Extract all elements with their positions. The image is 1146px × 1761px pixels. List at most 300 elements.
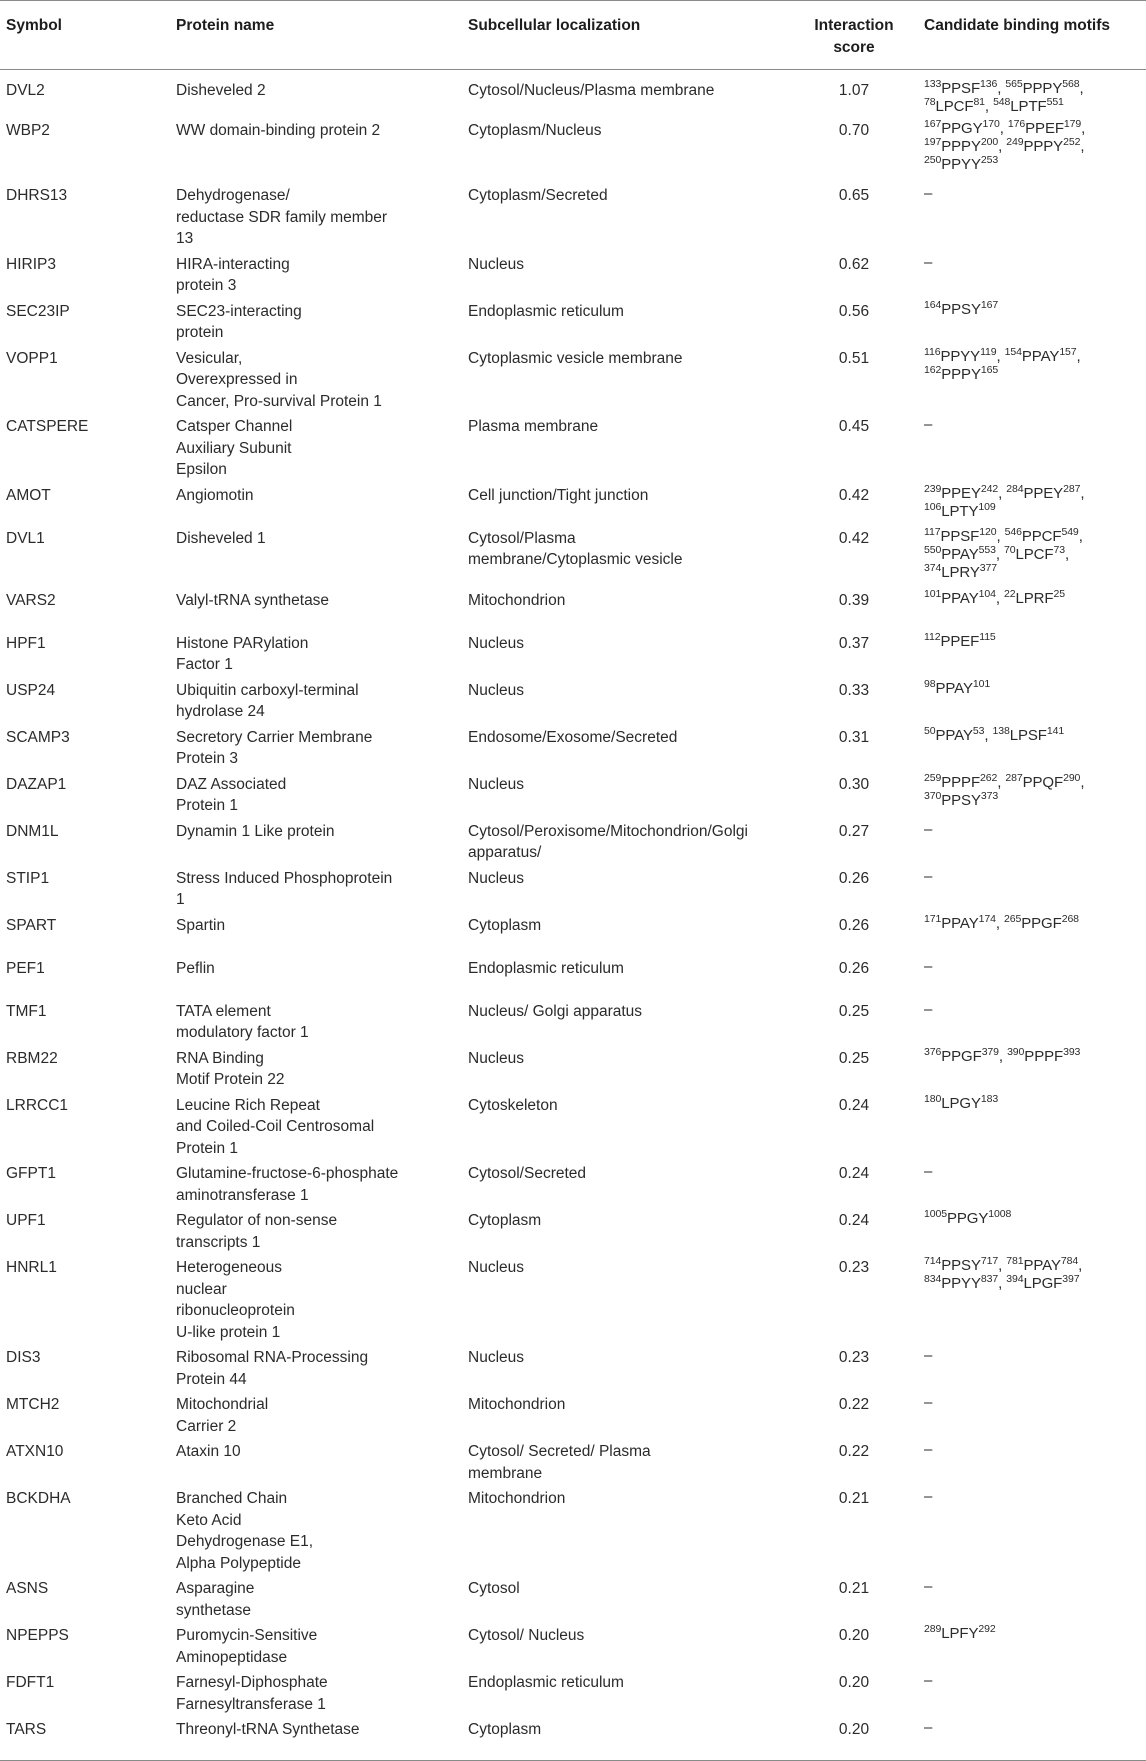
motif-start-position: 167 bbox=[924, 118, 942, 130]
binding-motif bbox=[924, 1275, 998, 1292]
protein-name-line: Protein 44 bbox=[176, 1370, 247, 1388]
protein-name-line: Stress Induced Phosphoprotein bbox=[176, 869, 393, 887]
motif-sequence: PPGY bbox=[941, 120, 983, 137]
motif-end-position: 119 bbox=[980, 345, 997, 358]
cell-localization bbox=[462, 299, 790, 346]
cell-protein-name bbox=[170, 631, 462, 678]
protein-name-line: Alpha Polypeptide bbox=[176, 1554, 301, 1572]
cell-localization bbox=[462, 252, 790, 299]
localization-line: apparatus/ bbox=[468, 844, 542, 861]
protein-name-line: protein 3 bbox=[176, 277, 237, 294]
motif-end-position: 717 bbox=[980, 1255, 999, 1267]
table-row bbox=[0, 772, 1146, 819]
no-motif-dash: – bbox=[924, 820, 933, 838]
localization-line: Nucleus/ Golgi apparatus bbox=[468, 1002, 643, 1020]
motif-end-position: 200 bbox=[980, 136, 999, 148]
motif-end-position: 252 bbox=[1063, 136, 1081, 148]
cell-interaction-score: 0.22 bbox=[838, 1396, 870, 1413]
cell-symbol: DHRS13 bbox=[6, 187, 68, 204]
motif-start-position: 546 bbox=[1004, 525, 1022, 538]
table-row bbox=[0, 1161, 1146, 1208]
motif-start-position: 98 bbox=[924, 677, 936, 690]
binding-motif bbox=[924, 677, 991, 697]
motif-sequence: PPSF bbox=[940, 527, 980, 545]
localization-line: Cytosol/Nucleus/Plasma membrane bbox=[468, 82, 715, 99]
protein-name-line: 1 bbox=[176, 891, 185, 908]
cell-binding-motifs: $^{50}$PPAY$^{53}$, $^{138}$LPSF$^{141}$ bbox=[924, 724, 1065, 744]
motif-sequence: PPGY bbox=[946, 1210, 989, 1227]
cell-localization bbox=[462, 526, 790, 588]
binding-motif bbox=[1004, 543, 1065, 563]
motif-sequence: LPRY bbox=[941, 563, 980, 581]
cell-protein-name bbox=[170, 183, 462, 252]
cell-protein-name bbox=[170, 725, 462, 772]
motif-sequence: PPPY bbox=[941, 365, 981, 383]
motif-sequence: PPPY bbox=[1023, 138, 1064, 155]
motif-end-position: 837 bbox=[980, 1273, 999, 1285]
cell-symbol: HPF1 bbox=[6, 634, 46, 652]
binding-motif bbox=[924, 1045, 999, 1065]
motif-sequence: PPAY bbox=[935, 679, 973, 697]
binding-motif bbox=[1006, 1275, 1079, 1292]
motif-sequence: PPAY bbox=[935, 726, 973, 744]
binding-motif bbox=[1006, 482, 1081, 502]
localization-line: membrane/Cytoplasmic vesicle bbox=[468, 551, 683, 568]
motif-start-position: 22 bbox=[1004, 587, 1016, 600]
table-row bbox=[0, 999, 1146, 1046]
table-row bbox=[0, 956, 1146, 999]
localization-line: Endosome/Exosome/Secreted bbox=[468, 728, 678, 746]
cell-localization bbox=[462, 678, 790, 725]
protein-name-line: Cancer, Pro-survival Protein 1 bbox=[176, 392, 382, 410]
binding-motif bbox=[924, 98, 985, 115]
cell-symbol: DIS3 bbox=[6, 1349, 41, 1366]
cell-protein-name bbox=[170, 1161, 462, 1208]
motif-end-position: 174 bbox=[978, 912, 996, 925]
cell-symbol: ATXN10 bbox=[6, 1443, 64, 1460]
no-motif-dash: – bbox=[924, 1394, 933, 1411]
header-interaction-score bbox=[790, 1, 918, 70]
localization-line: Cytoplasm bbox=[468, 1721, 542, 1738]
table-row bbox=[0, 678, 1146, 725]
motif-end-position: 377 bbox=[979, 561, 997, 574]
cell-symbol: BCKDHA bbox=[6, 1490, 71, 1507]
cell-binding-motifs bbox=[918, 299, 1146, 346]
cell-symbol: HNRL1 bbox=[6, 1259, 57, 1276]
table-body bbox=[0, 70, 1146, 1761]
protein-name-line: Vesicular, bbox=[176, 349, 243, 367]
cell-symbol: SEC23IP bbox=[6, 302, 70, 320]
motif-end-position: 553 bbox=[978, 543, 996, 556]
cell-binding-motifs bbox=[918, 1093, 1146, 1162]
cell-binding-motifs bbox=[918, 1576, 1146, 1623]
protein-name-line: Protein 1 bbox=[176, 797, 239, 814]
localization-line: Cytoplasm bbox=[468, 1212, 542, 1229]
motif-start-position: 565 bbox=[1005, 78, 1023, 90]
motif-start-position: 154 bbox=[1004, 345, 1022, 358]
motif-start-position: 390 bbox=[1007, 1045, 1025, 1058]
cell-binding-motifs bbox=[918, 1208, 1146, 1255]
protein-name-line: and Coiled-Coil Centrosomal bbox=[176, 1118, 375, 1135]
cell-protein-name bbox=[170, 1623, 462, 1670]
cell-localization bbox=[462, 1623, 790, 1670]
no-motif-dash: – bbox=[924, 1347, 933, 1364]
binding-motif bbox=[1004, 345, 1077, 365]
protein-name-line: U-like protein 1 bbox=[176, 1323, 281, 1341]
motif-end-position: 73 bbox=[1053, 543, 1065, 556]
cell-protein-name bbox=[170, 1576, 462, 1623]
protein-name-line: Ataxin 10 bbox=[176, 1443, 241, 1460]
motif-start-position: 133 bbox=[924, 78, 942, 90]
motif-end-position: 170 bbox=[982, 118, 1000, 130]
motif-sequence: PPGF bbox=[1021, 914, 1062, 932]
binding-motif bbox=[1005, 771, 1081, 791]
binding-motif bbox=[924, 500, 996, 520]
localization-line: Cytosol/Plasma bbox=[468, 529, 576, 547]
motif-start-position: 162 bbox=[924, 363, 942, 376]
localization-line: Nucleus bbox=[468, 681, 524, 699]
localization-line: Cytoplasm/Secreted bbox=[468, 187, 608, 204]
motif-start-position: 78 bbox=[924, 96, 936, 108]
cell-protein-name bbox=[170, 588, 462, 631]
motif-end-position: 379 bbox=[981, 1045, 999, 1058]
cell-interaction-score: 0.24 bbox=[838, 1165, 870, 1182]
motif-sequence: PPPF bbox=[1024, 1047, 1064, 1065]
cell-protein-name bbox=[170, 118, 462, 183]
motif-end-position: 287 bbox=[1063, 482, 1081, 495]
localization-line: Endoplasmic reticulum bbox=[468, 302, 624, 320]
motif-end-position: 290 bbox=[1063, 771, 1081, 784]
cell-protein-name bbox=[170, 772, 462, 819]
cell-protein-name bbox=[170, 1046, 462, 1093]
motif-end-position: 549 bbox=[1061, 525, 1079, 538]
cell-symbol: ASNS bbox=[6, 1580, 49, 1597]
motif-sequence: PPSY bbox=[941, 791, 981, 809]
cell-symbol: DAZAP1 bbox=[6, 775, 67, 793]
cell-symbol: SPART bbox=[6, 916, 57, 934]
cell-symbol: WBP2 bbox=[6, 122, 50, 139]
motif-start-position: 834 bbox=[924, 1273, 942, 1285]
table-row bbox=[0, 1576, 1146, 1623]
protein-name-line: Angiomotin bbox=[176, 486, 254, 504]
cell-localization bbox=[462, 588, 790, 631]
cell-binding-motifs: $^{376}$PPGF$^{379}$, $^{390}$PPPF$^{393}$ bbox=[924, 1045, 1081, 1065]
motif-sequence: LPFY bbox=[941, 1625, 979, 1642]
no-motif-dash: – bbox=[924, 1163, 933, 1180]
cell-interaction-score: 0.22 bbox=[838, 1443, 870, 1460]
localization-line: Cytoplasmic vesicle membrane bbox=[468, 349, 683, 367]
motif-start-position: 374 bbox=[924, 561, 942, 574]
protein-name-line: Factor 1 bbox=[176, 656, 233, 673]
cell-symbol: RBM22 bbox=[6, 1049, 58, 1067]
cell-binding-motifs bbox=[918, 1439, 1146, 1486]
motif-sequence: PPAY bbox=[941, 589, 979, 607]
protein-name-line: synthetase bbox=[176, 1601, 251, 1619]
protein-name-line: Dynamin 1 Like protein bbox=[176, 822, 335, 840]
cell-interaction-score: 0.39 bbox=[838, 591, 870, 609]
binding-motif bbox=[924, 138, 998, 155]
motif-end-position: 784 bbox=[1060, 1255, 1079, 1267]
protein-name-line: Histone PARylation bbox=[176, 634, 309, 652]
cell-symbol: NPEPPS bbox=[6, 1627, 69, 1644]
table-row bbox=[0, 1046, 1146, 1093]
cell-binding-motifs: $^{171}$PPAY$^{174}$, $^{265}$PPGF$^{268}$ bbox=[924, 912, 1079, 932]
cell-localization bbox=[462, 956, 790, 999]
cell-localization bbox=[462, 1255, 790, 1345]
table-row bbox=[0, 1345, 1146, 1392]
localization-line: Endoplasmic reticulum bbox=[468, 1674, 624, 1691]
motif-end-position: 373 bbox=[980, 789, 999, 802]
motif-start-position: 259 bbox=[924, 771, 942, 784]
localization-line: Nucleus bbox=[468, 869, 524, 887]
table-row bbox=[0, 1093, 1146, 1162]
binding-motif bbox=[924, 1092, 999, 1112]
cell-localization bbox=[462, 819, 790, 866]
protein-name-line: transcripts 1 bbox=[176, 1233, 261, 1251]
motif-sequence: LPTY bbox=[941, 502, 979, 520]
protein-name-line: Epsilon bbox=[176, 461, 227, 478]
binding-motif bbox=[1007, 1045, 1081, 1065]
motif-start-position: 548 bbox=[993, 96, 1011, 108]
cell-interaction-score: 0.20 bbox=[838, 1627, 870, 1644]
motif-sequence: PPEF bbox=[1025, 120, 1064, 137]
table-row bbox=[0, 819, 1146, 866]
cell-symbol: CATSPERE bbox=[6, 418, 89, 435]
motif-start-position: 370 bbox=[924, 789, 942, 802]
protein-name-line: Branched Chain bbox=[176, 1490, 288, 1507]
protein-name-line: WW domain-binding protein 2 bbox=[176, 122, 381, 139]
motif-sequence: LPCF bbox=[935, 98, 974, 115]
protein-name-line: Protein 1 bbox=[176, 1139, 239, 1157]
motif-start-position: 70 bbox=[1004, 543, 1016, 556]
protein-name-line: Glutamine-fructose-6-phosphate bbox=[176, 1165, 399, 1182]
cell-protein-name bbox=[170, 1345, 462, 1392]
binding-motif bbox=[924, 789, 999, 809]
binding-motif bbox=[1004, 525, 1079, 545]
cell-symbol: LRRCC1 bbox=[6, 1096, 69, 1114]
binding-motif bbox=[1004, 912, 1079, 932]
cell-localization bbox=[462, 346, 790, 415]
binding-motif bbox=[1008, 120, 1081, 137]
no-motif-dash: – bbox=[924, 1488, 933, 1505]
protein-name-line: TATA element bbox=[176, 1002, 271, 1020]
cell-symbol: USP24 bbox=[6, 681, 56, 699]
motif-sequence: PPSY bbox=[941, 300, 981, 318]
cell-binding-motifs bbox=[918, 956, 1146, 999]
motif-sequence: PPYY bbox=[941, 1275, 981, 1292]
motif-end-position: 292 bbox=[978, 1623, 996, 1635]
motif-end-position: 165 bbox=[980, 363, 999, 376]
localization-line: Nucleus bbox=[468, 775, 524, 793]
no-motif-dash: – bbox=[924, 1672, 933, 1689]
binding-motif bbox=[993, 98, 1064, 115]
cell-binding-motifs bbox=[918, 1161, 1146, 1208]
localization-line: Mitochondrion bbox=[468, 591, 566, 609]
localization-line: Cytosol/ Nucleus bbox=[468, 1627, 585, 1644]
protein-name-line: modulatory factor 1 bbox=[176, 1024, 309, 1041]
cell-interaction-score: 0.25 bbox=[838, 1002, 870, 1020]
header-localization: Subcellular localization bbox=[462, 1, 790, 70]
cell-binding-motifs bbox=[918, 819, 1146, 866]
protein-name-line: Heterogeneous bbox=[176, 1259, 282, 1276]
cell-binding-motifs bbox=[918, 866, 1146, 913]
motif-sequence: LPRF bbox=[1015, 589, 1054, 607]
cell-interaction-score: 0.23 bbox=[838, 1349, 870, 1366]
protein-name-line: aminotransferase 1 bbox=[176, 1186, 309, 1204]
cell-interaction-score: 0.42 bbox=[838, 529, 870, 547]
motif-sequence: PPAY bbox=[941, 914, 979, 932]
cell-symbol: DVL1 bbox=[6, 529, 45, 547]
motif-start-position: 289 bbox=[924, 1623, 942, 1635]
table-row bbox=[0, 588, 1146, 631]
protein-name-line: hydrolase 24 bbox=[176, 703, 265, 720]
no-motif-dash: – bbox=[924, 957, 933, 975]
motif-sequence: PPEY bbox=[1023, 484, 1064, 502]
binding-motif bbox=[924, 912, 996, 932]
cell-binding-motifs: $^{239}$PPEY$^{242}$, $^{284}$PPEY$^{287}$, $^{106}$LPTY$^{109}$ bbox=[924, 482, 1085, 520]
motif-sequence: PPSY bbox=[941, 1257, 981, 1274]
cell-symbol: DVL2 bbox=[6, 82, 45, 99]
motif-sequence: LPGY bbox=[941, 1094, 981, 1112]
cell-symbol: MTCH2 bbox=[6, 1396, 60, 1413]
binding-motif bbox=[924, 1257, 998, 1274]
cell-symbol: PEF1 bbox=[6, 959, 45, 977]
localization-line: Nucleus bbox=[468, 1049, 524, 1067]
cell-localization bbox=[462, 725, 790, 772]
motif-sequence: PPAY bbox=[1023, 1257, 1061, 1274]
cell-localization bbox=[462, 1576, 790, 1623]
binding-motif bbox=[924, 1210, 1011, 1227]
protein-name-line: Overexpressed in bbox=[176, 371, 298, 388]
cell-binding-motifs bbox=[918, 999, 1146, 1046]
no-motif-dash: – bbox=[924, 253, 933, 271]
cell-symbol: STIP1 bbox=[6, 869, 50, 887]
cell-symbol: TMF1 bbox=[6, 1002, 47, 1020]
localization-line: Cytosol bbox=[468, 1580, 520, 1597]
cell-interaction-score: 0.30 bbox=[838, 775, 870, 793]
cell-protein-name bbox=[170, 1093, 462, 1162]
protein-name-line: Catsper Channel bbox=[176, 418, 293, 435]
motif-end-position: 120 bbox=[979, 525, 997, 538]
motif-start-position: 1005 bbox=[924, 1208, 947, 1220]
motif-sequence: PPPY bbox=[1022, 80, 1063, 97]
binding-motif bbox=[924, 724, 985, 744]
cell-protein-name bbox=[170, 956, 462, 999]
localization-line: Cytosol/Peroxisome/Mitochondrion/Golgi bbox=[468, 822, 748, 840]
binding-motif bbox=[924, 120, 1000, 137]
binding-motif bbox=[924, 543, 996, 563]
motif-end-position: 262 bbox=[980, 771, 998, 784]
motif-end-position: 183 bbox=[980, 1092, 999, 1105]
cell-protein-name bbox=[170, 252, 462, 299]
no-motif-dash: – bbox=[924, 1719, 933, 1736]
binding-motif bbox=[924, 771, 998, 791]
protein-name-line: Ribosomal RNA-Processing bbox=[176, 1349, 369, 1366]
cell-localization bbox=[462, 1345, 790, 1392]
cell-binding-motifs: $^{167}$PPGY$^{170}$, $^{176}$PPEF$^{179}$, $^{197}$PPPY$^{200}$, $^{249}$PPPY$^{252}$, $^{250}$PPYY$^{253}$ bbox=[924, 118, 1086, 173]
no-motif-dash: – bbox=[924, 1441, 933, 1458]
localization-line: Cytoplasm bbox=[468, 916, 542, 934]
table-row bbox=[0, 913, 1146, 956]
cell-localization bbox=[462, 1046, 790, 1093]
binding-motif bbox=[1006, 1257, 1078, 1274]
protein-name-line: Peflin bbox=[176, 959, 215, 977]
cell-symbol: VOPP1 bbox=[6, 349, 58, 367]
motif-sequence: PPAY bbox=[1021, 347, 1060, 365]
localization-line: membrane bbox=[468, 1464, 543, 1482]
cell-symbol: FDFT1 bbox=[6, 1674, 55, 1691]
binding-motif bbox=[924, 1625, 996, 1642]
binding-motif bbox=[924, 156, 998, 173]
cell-localization bbox=[462, 183, 790, 252]
header-symbol: Symbol bbox=[0, 1, 170, 70]
motif-start-position: 197 bbox=[924, 136, 942, 148]
motif-end-position: 53 bbox=[972, 724, 985, 737]
motif-end-position: 1008 bbox=[988, 1208, 1012, 1220]
localization-line: Nucleus bbox=[468, 634, 524, 652]
cell-protein-name bbox=[170, 819, 462, 866]
protein-name-line: Spartin bbox=[176, 916, 226, 934]
cell-interaction-score: 0.56 bbox=[838, 302, 870, 320]
protein-name-line: Regulator of non-sense bbox=[176, 1212, 338, 1229]
motif-sequence: LPSF bbox=[1009, 726, 1047, 744]
binding-motif bbox=[924, 630, 996, 650]
header-score-text: Interaction score bbox=[814, 17, 894, 56]
cell-protein-name bbox=[170, 414, 462, 483]
localization-line: Plasma membrane bbox=[468, 418, 599, 435]
motif-end-position: 157 bbox=[1059, 345, 1077, 358]
protein-name-line: Disheveled 1 bbox=[176, 529, 266, 547]
cell-localization bbox=[462, 999, 790, 1046]
cell-localization bbox=[462, 631, 790, 678]
protein-name-line: Dehydrogenase E1, bbox=[176, 1533, 314, 1550]
cell-interaction-score: 0.45 bbox=[838, 418, 870, 435]
cell-localization bbox=[462, 1439, 790, 1486]
cell-binding-motifs bbox=[918, 414, 1146, 483]
cell-interaction-score: 0.20 bbox=[838, 1674, 870, 1691]
motif-sequence: PPPY bbox=[941, 138, 981, 155]
motif-start-position: 287 bbox=[1005, 771, 1023, 784]
motif-sequence: PPQF bbox=[1022, 773, 1064, 791]
localization-line: Nucleus bbox=[468, 255, 524, 273]
cell-localization bbox=[462, 1717, 790, 1760]
protein-name-line: Farnesyltransferase 1 bbox=[176, 1695, 326, 1713]
protein-name-line: Leucine Rich Repeat bbox=[176, 1096, 320, 1114]
cell-protein-name bbox=[170, 866, 462, 913]
motif-sequence: PPAY bbox=[941, 545, 979, 563]
motif-start-position: 176 bbox=[1007, 118, 1026, 130]
cell-symbol: AMOT bbox=[6, 486, 51, 504]
motif-sequence: PPGF bbox=[941, 1047, 982, 1065]
cell-interaction-score: 0.26 bbox=[838, 869, 870, 887]
motif-start-position: 101 bbox=[924, 587, 942, 600]
no-motif-dash: – bbox=[924, 867, 933, 885]
cell-interaction-score: 0.26 bbox=[838, 916, 870, 934]
cell-interaction-score: 0.70 bbox=[838, 122, 870, 139]
protein-name-line: RNA Binding bbox=[176, 1049, 264, 1067]
cell-localization bbox=[462, 414, 790, 483]
motif-end-position: 268 bbox=[1061, 912, 1079, 925]
cell-symbol: DNM1L bbox=[6, 822, 59, 840]
motif-end-position: 101 bbox=[972, 677, 991, 690]
binding-motif bbox=[924, 525, 997, 545]
cell-binding-motifs bbox=[918, 1670, 1146, 1717]
motif-start-position: 265 bbox=[1004, 912, 1022, 925]
cell-binding-motifs bbox=[918, 1623, 1146, 1670]
table-row bbox=[0, 1623, 1146, 1670]
localization-line: Mitochondrion bbox=[468, 1396, 566, 1413]
cell-protein-name bbox=[170, 483, 462, 526]
